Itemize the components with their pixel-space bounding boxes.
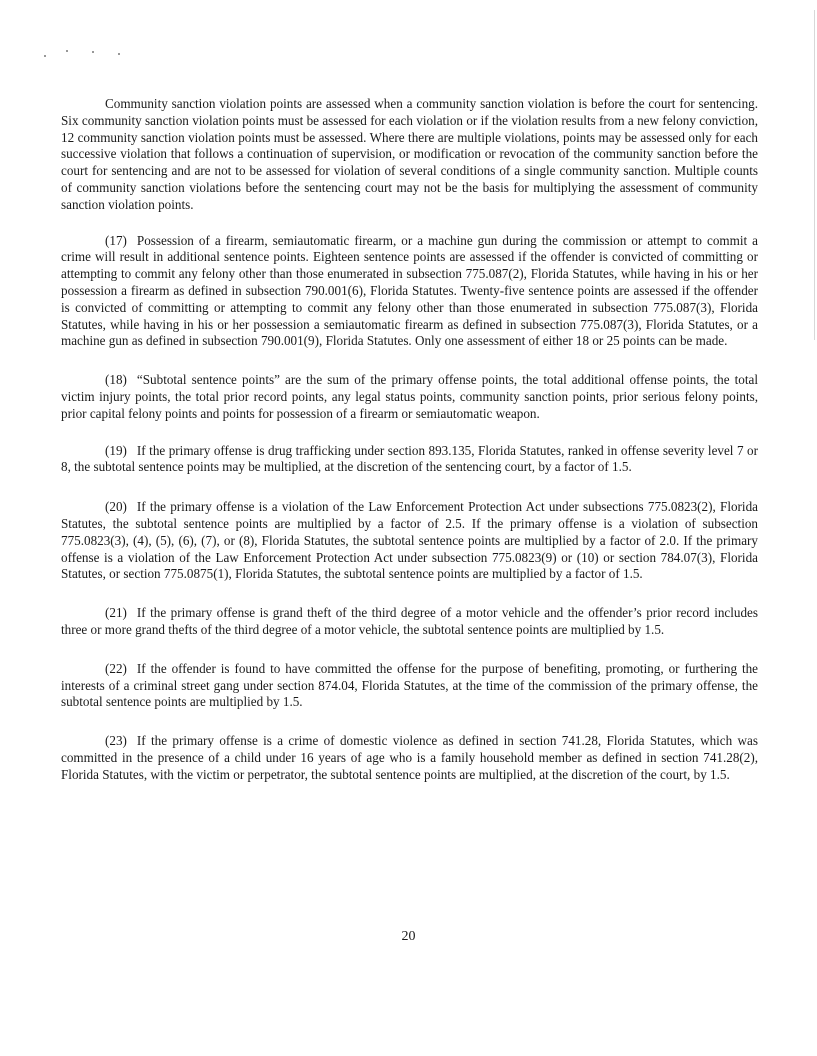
document-body: [61, 96, 758, 784]
paragraph-number: (17): [105, 232, 127, 248]
paragraph-number: (20): [105, 499, 127, 515]
paragraph-text: If the primary offense is a violation of the Law Enforcement Protection Act under subsections 775.0823(2), Florida Statutes, the subtotal sentence points are multiplied by a factor of 2.5. If the primary offense is a violation of subsection 775.0823(3), (4), (5), (6), (7), or (8), Florida Statutes, the subtotal sentence points are multiplied by a factor of 2.0. If the primary offense is a violation of the Law Enforcement Protection Act under subsection 775.0823(9) or (10) or section 784.07(3), Florida Statutes, or section 775.0875(1), Florida Statutes, the subtotal sentence points are multiplied by a factor of 1.5.: [61, 499, 758, 582]
paragraph-community-sanction: [61, 96, 758, 214]
paragraph-21: [61, 605, 758, 639]
scan-artifact-dots: [44, 47, 134, 59]
paragraph-number: (21): [105, 605, 127, 621]
paragraph-number: (19): [105, 442, 127, 458]
paragraph-text: If the offender is found to have committed the offense for the purpose of benefiting, promoting, or furthering the interests of a criminal street gang under section 874.04, Florida Statutes, at the time of the commission of the primary offense, the subtotal sentence points are multiplied by 1.5.: [61, 660, 758, 710]
paragraph-text: If the primary offense is a crime of domestic violence as defined in section 741.28, Florida Statutes, which was committed in the presence of a child under 16 years of age who is a family household member as defined in section 741.28(2), Florida Statutes, with the victim or perpetrator, the subtotal sentence points are multiplied, at the discretion of the court, by 1.5.: [61, 733, 758, 782]
paragraph-text: “Subtotal sentence points” are the sum of the primary offense points, the total additional offense points, the total victim injury points, the total prior record points, any legal status points, community sanction points, prior serious felony points, prior capital felony points and points for possession of a firearm or semiautomatic weapon.: [61, 372, 758, 421]
paragraph-text: Community sanction violation points are assessed when a community sanction violation is before the court for sentencing. Six community sanction violation points must be assessed for each violation or if the violation results from a new felony conviction, 12 community sanction violation points must be assessed. Where there are multiple violations, points may be assessed only for each successive violation that follows a continuation of supervision, or modification or revocation of the community sanction before the court for sentencing and are not to be assessed for violation of several conditions of a single community sanction. Multiple counts of community sanction violations before the sentencing court may not be the basis for multiplying the assessment of community sanction violation points.: [61, 96, 758, 212]
scan-edge-line: [814, 10, 815, 340]
paragraph-18: [61, 372, 758, 422]
paragraph-number: (18): [105, 372, 127, 388]
page-number: 20: [401, 929, 416, 944]
paragraph-19: [61, 443, 758, 477]
paragraph-23: [61, 733, 758, 783]
paragraph-number: (23): [105, 733, 127, 749]
paragraph-text: If the primary offense is drug trafficking under section 893.135, Florida Statutes, ranked in offense severity level 7 or 8, the subtotal sentence points may be multiplied, at the discretion of the sentencing court, by a factor of 1.5.: [61, 442, 758, 475]
paragraph-20: [61, 499, 758, 583]
paragraph-number: (22): [105, 660, 127, 676]
paragraph-17: [61, 233, 758, 351]
paragraph-text: If the primary offense is grand theft of the third degree of a motor vehicle and the offender’s prior record includes three or more grand thefts of the third degree of a motor vehicle, the subtotal sentence points are multiplied by 1.5.: [61, 605, 758, 637]
paragraph-22: [61, 661, 758, 711]
paragraph-text: Possession of a firearm, semiautomatic firearm, or a machine gun during the commission or attempt to commit a crime will result in additional sentence points. Eighteen sentence points are assessed if the offender is convicted of committing or attempting to commit any felony other than those enumerated in subsection 775.087(2), Florida Statutes, while having in his or her possession a firearm as defined in subsection 790.001(6), Florida Statutes. Twenty-five sentence points are assessed if the offender is convicted of committing or attempting to commit any felony other than those enumerated in subsection 775.087(3), Florida Statutes, while having in his or her possession a semiautomatic firearm as defined in subsection 775.087(3), Florida Statutes, or a machine gun as defined in subsection 790.001(9), Florida Statutes. Only one assessment of either 18 or 25 points can be made.: [61, 232, 758, 349]
